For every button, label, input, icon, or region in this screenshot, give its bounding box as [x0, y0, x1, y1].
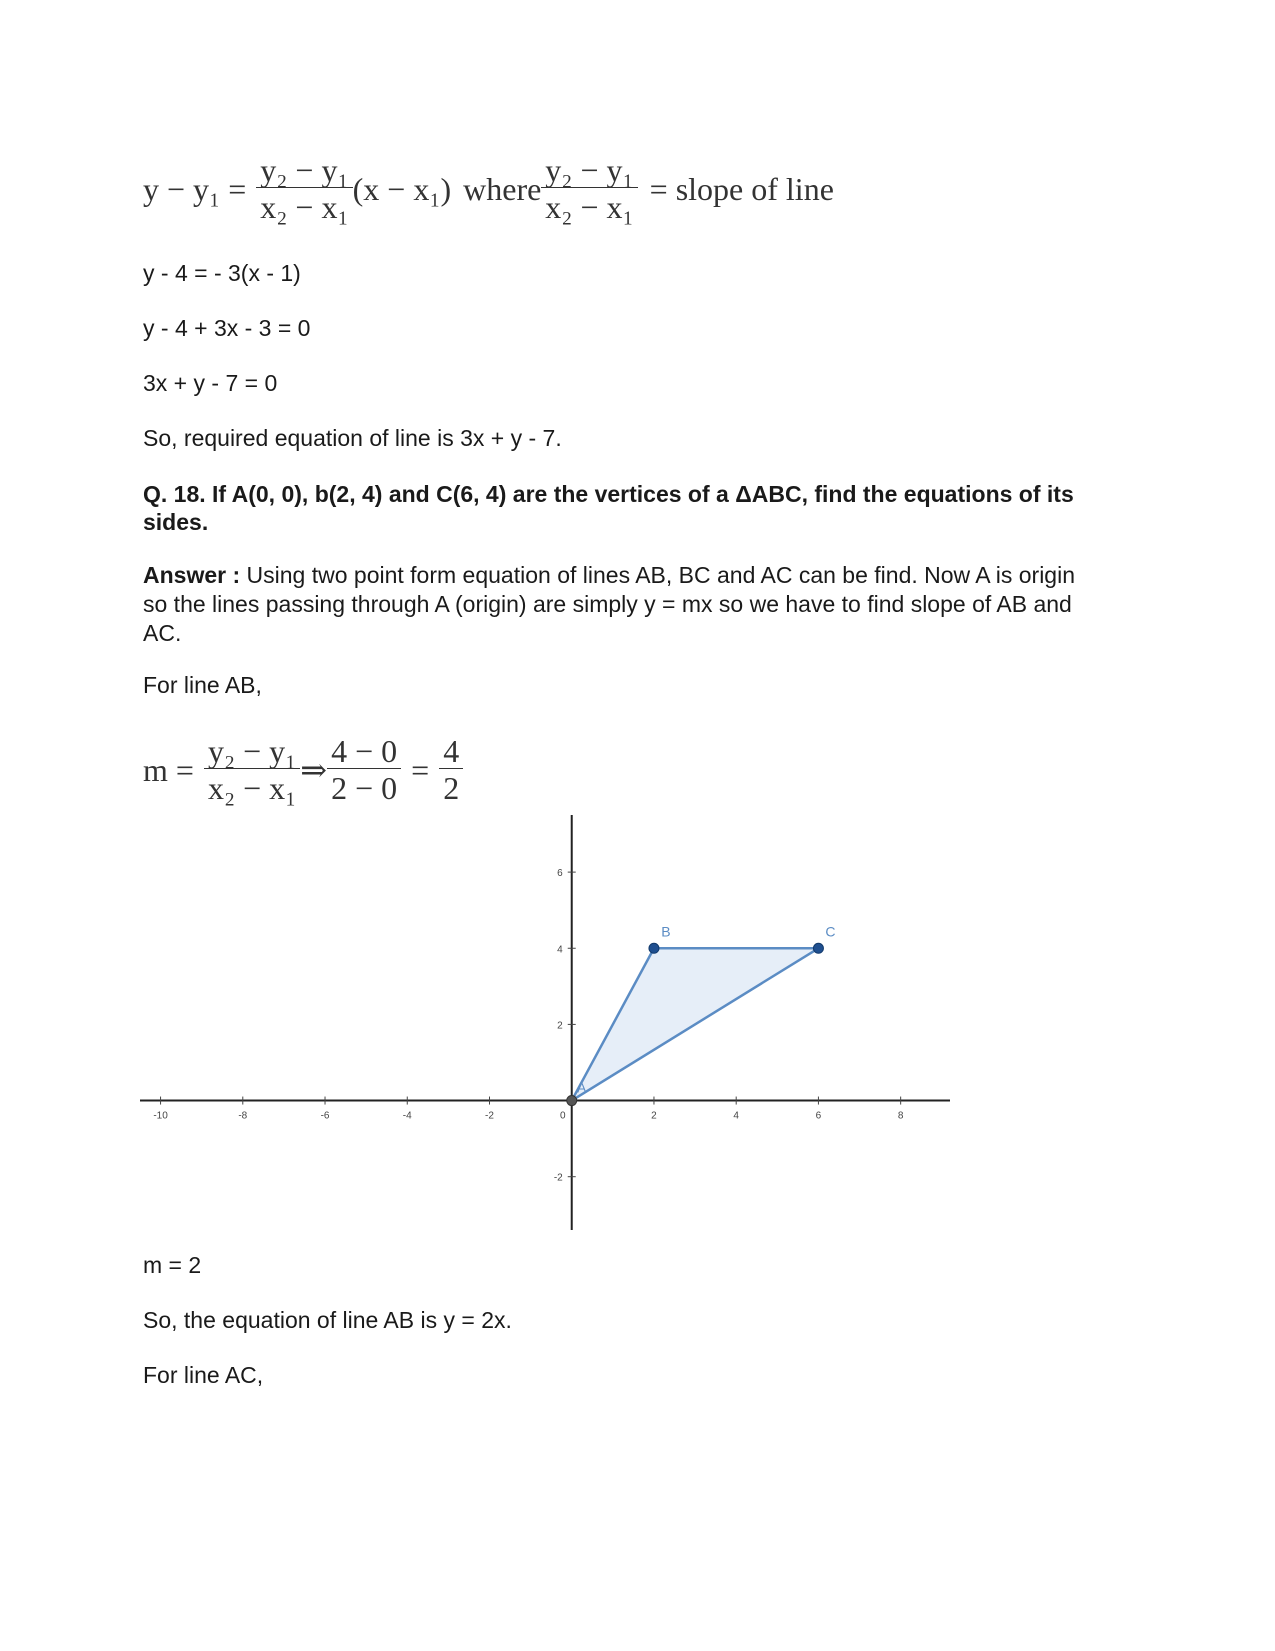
- slope-equals: =: [411, 751, 430, 788]
- formula-paren: (x − x₁): [352, 170, 452, 207]
- point-label-c: C: [825, 923, 836, 940]
- slope-fraction-1: [204, 734, 300, 807]
- point-label-b: B: [661, 923, 671, 940]
- formula-slope-fraction: [541, 153, 637, 226]
- slope-fraction-3: [439, 734, 463, 807]
- slope-arrow: ⇒: [300, 752, 328, 788]
- answer-text: Using two point form equation of lines AB, BC and AC can be find. Now A is origin so the lines passing through A (origin) are simply y = mx so we have to find slope of AB and AC.: [143, 562, 1075, 646]
- y-tick-label: -2: [553, 1172, 563, 1184]
- point-b: [649, 943, 659, 953]
- formula-fraction: [256, 153, 352, 226]
- formula-lhs: y − y₁ =: [143, 170, 247, 207]
- x-tick-label: 8: [897, 1110, 904, 1122]
- conclusion-line: So, required equation of line is 3x + y - 7.: [143, 425, 562, 451]
- x-tick-label: -6: [320, 1110, 330, 1122]
- slope-result: m = 2: [143, 1252, 202, 1278]
- triangle-graph: [140, 815, 950, 1230]
- equation-ab: So, the equation of line AB is y = 2x.: [143, 1307, 512, 1333]
- slope-fraction-2: [327, 734, 401, 807]
- slope-formula: [143, 728, 463, 812]
- x-tick-label: 2: [651, 1110, 657, 1122]
- formula-fraction-numerator: y₂ − y₁: [260, 151, 349, 188]
- equation-line-3: 3x + y - 7 = 0: [143, 370, 278, 396]
- slope-m: m =: [143, 751, 194, 788]
- slope-fraction-1-numerator: y₂ − y₁: [207, 732, 297, 769]
- point-label-a: A: [577, 1079, 587, 1096]
- x-tick-label: 4: [733, 1110, 739, 1122]
- equation-line-2: y - 4 + 3x - 3 = 0: [143, 315, 311, 341]
- answer-label: Answer :: [143, 562, 241, 588]
- x-tick-label: 0: [559, 1110, 566, 1122]
- point-a: [567, 1096, 577, 1106]
- point-c: [813, 943, 823, 953]
- slope-fraction-2-denominator: 2 − 0: [327, 768, 401, 807]
- x-tick-label: -10: [153, 1110, 168, 1122]
- formula-slope-numerator: y₂ − y₁: [545, 151, 634, 188]
- triangle-abc: [572, 948, 819, 1100]
- formula-rhs: = slope of line: [649, 170, 834, 207]
- y-tick-label: 2: [557, 1020, 563, 1032]
- x-tick-label: -2: [485, 1110, 494, 1122]
- for-line-ab: For line AB,: [143, 672, 262, 698]
- x-tick-label: -8: [238, 1110, 248, 1122]
- y-tick-label: 6: [557, 868, 563, 880]
- formula-slope-denominator: x₂ − x₁: [541, 187, 637, 226]
- x-tick-label: 6: [815, 1110, 822, 1122]
- formula-fraction-denominator: x₂ − x₁: [256, 187, 352, 226]
- y-tick-label: 4: [557, 944, 563, 956]
- slope-fraction-3-numerator: 4: [443, 732, 460, 769]
- question-18: Q. 18. If A(0, 0), b(2, 4) and C(6, 4) are the vertices of a ΔABC, find the equations of its sides.: [143, 481, 1074, 535]
- slope-fraction-2-numerator: 4 − 0: [331, 732, 398, 769]
- answer-paragraph: [143, 561, 1103, 648]
- equation-line-1: y - 4 = - 3(x - 1): [143, 260, 301, 286]
- two-point-form-formula: [143, 148, 834, 230]
- slope-fraction-3-denominator: 2: [439, 768, 463, 807]
- for-line-ac: For line AC,: [143, 1362, 264, 1388]
- slope-fraction-1-denominator: x₂ − x₁: [204, 768, 300, 807]
- formula-where: where: [463, 170, 542, 207]
- x-tick-label: -4: [402, 1110, 412, 1122]
